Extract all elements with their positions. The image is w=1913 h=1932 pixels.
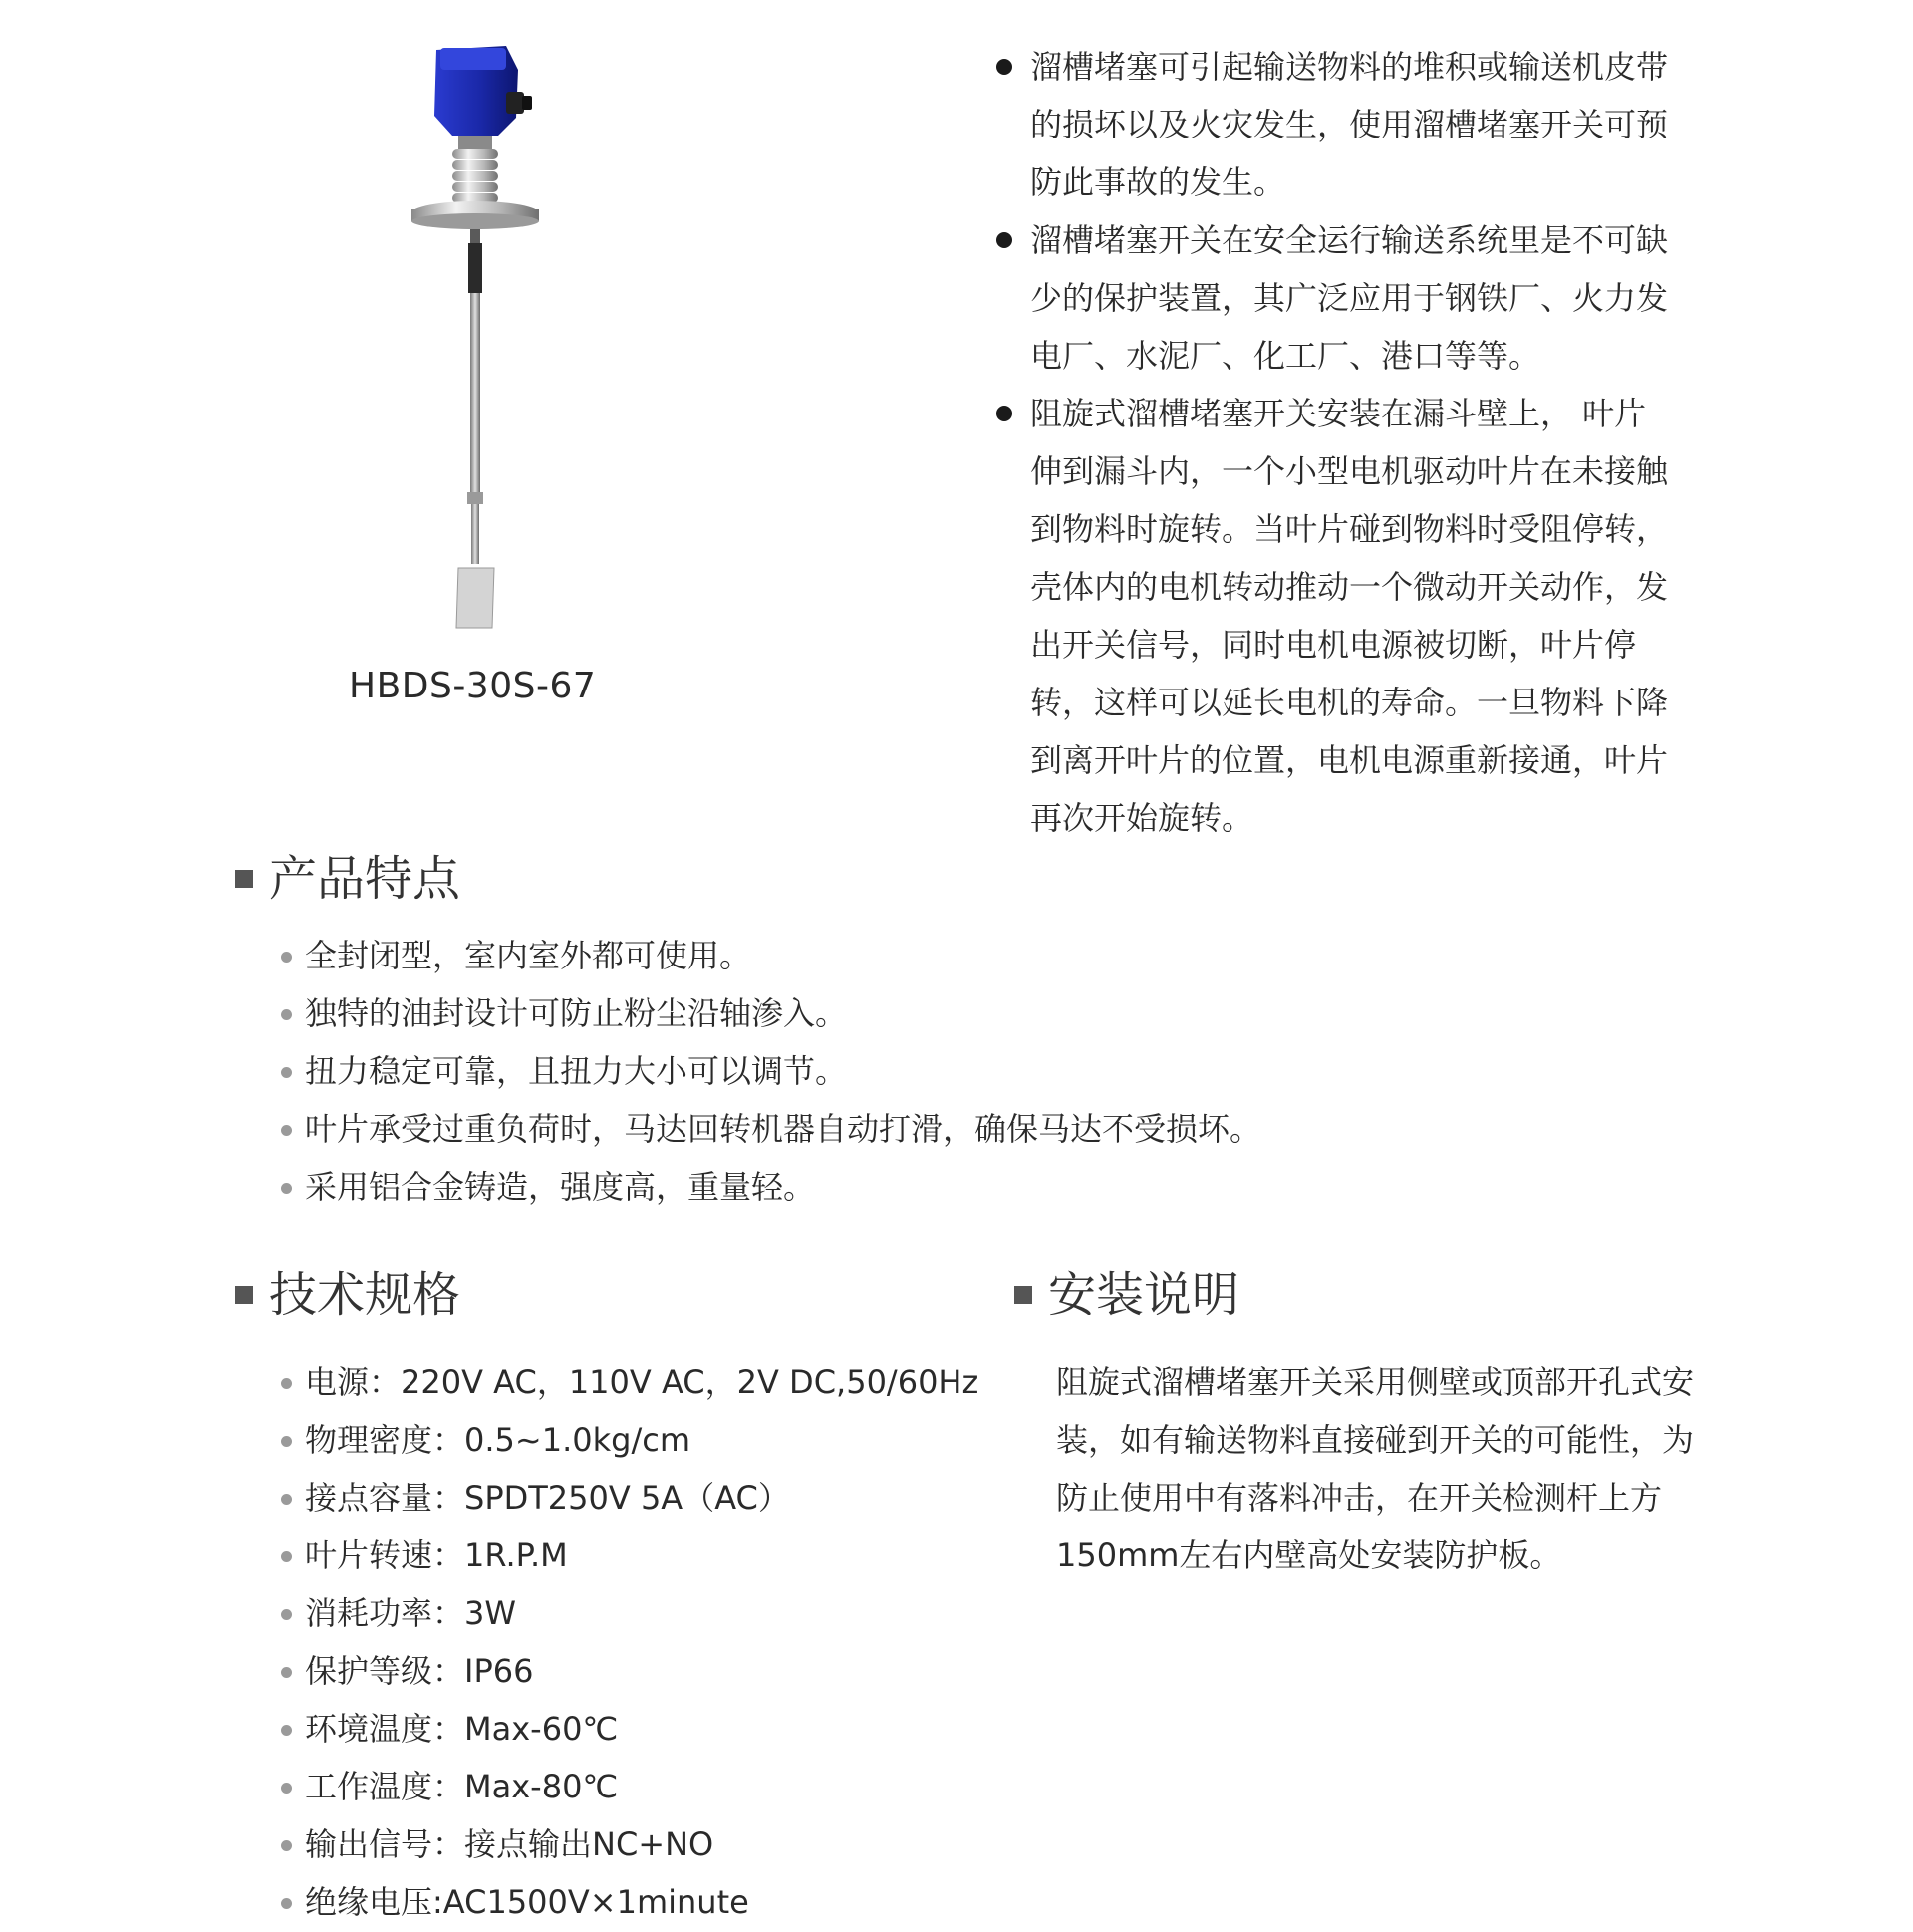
- list-item-text: 电源：220V AC，110V AC，2V DC,50/60Hz: [305, 1363, 979, 1401]
- list-item-text: 采用铝合金铸造，强度高，重量轻。: [305, 1168, 816, 1206]
- bullet-icon: [281, 1667, 292, 1678]
- bullet-icon: [996, 59, 1012, 75]
- bullet-icon: [996, 232, 1012, 248]
- bullet-icon: [281, 1436, 292, 1447]
- bullet-icon: [281, 952, 292, 963]
- list-item-text: 工作温度：Max-80℃: [305, 1768, 619, 1805]
- features-title: 产品特点: [269, 851, 461, 907]
- list-item-text: 独特的油封设计可防止粉尘沿轴渗入。: [305, 994, 848, 1032]
- specs-list: [281, 1353, 978, 1931]
- list-item-text: 消耗功率：3W: [305, 1594, 517, 1632]
- product-image: [349, 40, 588, 638]
- list-item-text: 全封闭型，室内室外都可使用。: [305, 937, 752, 974]
- intro-item: [996, 38, 1674, 211]
- list-item-text: 物理密度：0.5~1.0kg/cm: [305, 1421, 690, 1459]
- intro-item: [996, 385, 1674, 847]
- bullet-icon: [281, 1551, 292, 1562]
- bullet-icon: [281, 1783, 292, 1794]
- list-item: [281, 1758, 978, 1815]
- bullet-icon: [281, 1378, 292, 1389]
- list-item: [281, 1873, 978, 1931]
- intro-item: [996, 211, 1674, 385]
- product-model-label: HBDS-30S-67: [349, 666, 597, 706]
- list-item: [281, 1642, 978, 1700]
- bullet-icon: [281, 1125, 292, 1136]
- list-item-text: 保护等级：IP66: [305, 1652, 534, 1690]
- install-title: 安装说明: [1048, 1267, 1240, 1323]
- list-item-text: 叶片承受过重负荷时，马达回转机器自动打滑，确保马达不受损坏。: [305, 1110, 1262, 1148]
- heading-square-icon: [1014, 1286, 1032, 1304]
- features-heading: [235, 849, 460, 909]
- intro-text: 阻旋式溜槽堵塞开关安装在漏斗壁上， 叶片伸到漏斗内，一个小型电机驱动叶片在未接触到物料时旋转。当叶片碰到物料时受阻停转，壳体内的电机转动推动一个微动开关动作，发出开关信号，同时电机电源被切断，叶片停转，这样可以延长电机的寿命。一旦物料下降到离开叶片的位置，电机电源重新接通，叶片再次开始旋转。: [1030, 395, 1669, 837]
- list-item-text: 输出信号：接点输出NC+NO: [305, 1825, 714, 1863]
- bullet-icon: [281, 1898, 292, 1909]
- list-item: [281, 984, 1261, 1042]
- list-item: [281, 1353, 978, 1411]
- install-heading: [1014, 1265, 1239, 1325]
- list-item-text: 环境温度：Max-60℃: [305, 1710, 619, 1748]
- bullet-icon: [281, 1067, 292, 1078]
- intro-text: 溜槽堵塞可引起输送物料的堆积或输送机皮带的损坏以及火灾发生，使用溜槽堵塞开关可预防此事故的发生。: [1030, 48, 1669, 201]
- intro-section: [996, 38, 1674, 847]
- list-item: [281, 1584, 978, 1642]
- specs-heading: [235, 1265, 460, 1325]
- heading-square-icon: [235, 1286, 253, 1304]
- bullet-icon: [281, 1183, 292, 1194]
- list-item: [281, 1100, 1261, 1158]
- list-item: [281, 1042, 1261, 1100]
- specs-title: 技术规格: [269, 1267, 461, 1323]
- list-item: [281, 1469, 978, 1526]
- bullet-icon: [281, 1009, 292, 1020]
- bullet-icon: [281, 1494, 292, 1505]
- list-item-text: 接点容量：SPDT250V 5A（AC）: [305, 1479, 790, 1517]
- bullet-icon: [281, 1725, 292, 1736]
- features-list: [281, 927, 1261, 1216]
- bullet-icon: [281, 1840, 292, 1851]
- heading-square-icon: [235, 870, 253, 888]
- bullet-icon: [281, 1609, 292, 1620]
- list-item: [281, 927, 1261, 984]
- intro-text: 溜槽堵塞开关在安全运行输送系统里是不可缺少的保护装置，其广泛应用于钢铁厂、火力发电厂、水泥厂、化工厂、港口等等。: [1030, 221, 1669, 375]
- paddle-switch-icon: [349, 40, 588, 638]
- list-item-text: 绝缘电压:AC1500V×1minute: [305, 1883, 749, 1921]
- list-item: [281, 1700, 978, 1758]
- bullet-icon: [996, 406, 1012, 421]
- install-text: 阻旋式溜槽堵塞开关采用侧壁或顶部开孔式安装，如有输送物料直接碰到开关的可能性，为防止使用中有落料冲击，在开关检测杆上方150mm左右内壁高处安装防护板。: [1056, 1363, 1695, 1574]
- list-item: [281, 1526, 978, 1584]
- list-item: [281, 1158, 1261, 1216]
- list-item-text: 扭力稳定可靠，且扭力大小可以调节。: [305, 1052, 848, 1090]
- list-item: [281, 1411, 978, 1469]
- list-item: [281, 1815, 978, 1873]
- list-item-text: 叶片转速：1R.P.M: [305, 1536, 568, 1574]
